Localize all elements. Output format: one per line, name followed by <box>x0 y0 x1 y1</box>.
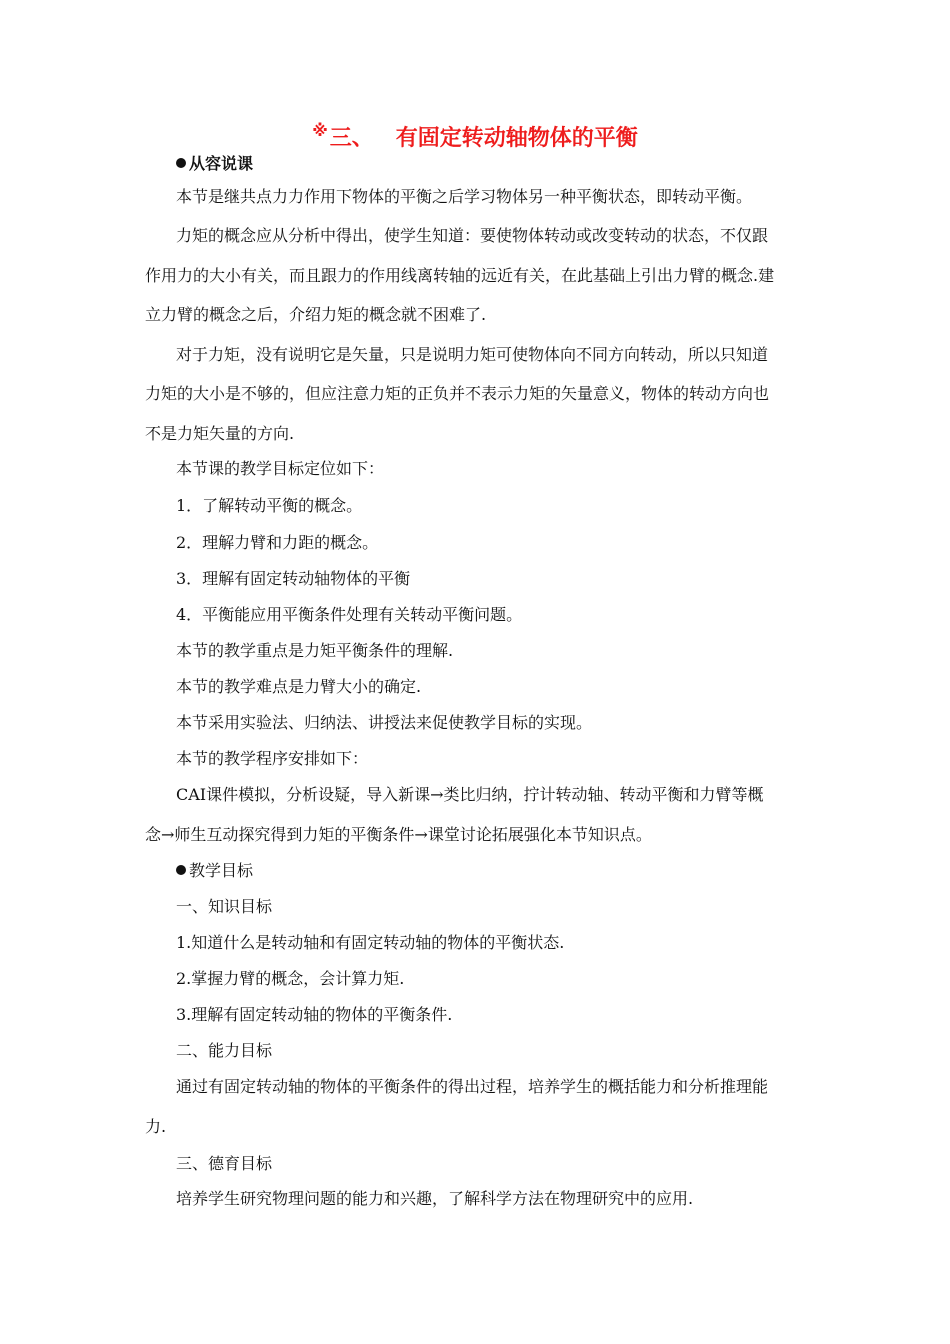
knowledge-item: 3.理解有固定转动轴的物体的平衡条件. <box>176 1005 453 1024</box>
paragraph-line: 本节的教学难点是力臂大小的确定. <box>176 677 422 696</box>
paragraph-line: 本节是继共点力力作用下物体的平衡之后学习物体另一种平衡状态，即转动平衡。 <box>176 187 753 206</box>
paragraph-line: 力. <box>145 1117 167 1136</box>
paragraph-line: 培养学生研究物理问题的能力和兴趣，了解科学方法在物理研究中的应用. <box>176 1189 694 1208</box>
reference-mark: ※ <box>312 121 328 140</box>
subheading-moral: 三、德育目标 <box>176 1154 273 1173</box>
page-title <box>0 121 950 152</box>
title-text: 有固定转动轴物体的平衡 <box>395 126 638 151</box>
paragraph-line: 作用力的大小有关，而且跟力的作用线离转轴的远近有关，在此基础上引出力臂的概念.建 <box>145 266 775 285</box>
paragraph-line: 本节的教学重点是力矩平衡条件的理解. <box>176 641 454 660</box>
title-number: 三、 <box>329 126 374 151</box>
paragraph-line: 力矩的大小是不够的，但应注意力矩的正负并不表示力矩的矢量意义，物体的转动方向也 <box>145 384 770 403</box>
bullet-icon <box>176 158 186 168</box>
paragraph-line: 本节的教学程序安排如下： <box>176 749 369 768</box>
goal-item: 4．平衡能应用平衡条件处理有关转动平衡问题。 <box>176 605 523 624</box>
paragraph-line: 立力臂的概念之后，介绍力矩的概念就不困难了. <box>145 305 487 324</box>
paragraph-line: 不是力矩矢量的方向. <box>145 424 295 443</box>
knowledge-item: 1.知道什么是转动轴和有固定转动轴的物体的平衡状态. <box>176 933 565 952</box>
subheading-knowledge: 一、知识目标 <box>176 897 273 916</box>
paragraph-line: 通过有固定转动轴的物体的平衡条件的得出过程，培养学生的概括能力和分析推理能 <box>176 1077 769 1096</box>
section-heading-shuoke: 从容说课 <box>176 154 253 174</box>
section-heading-goals: 教学目标 <box>176 861 253 881</box>
paragraph-line: 本节课的教学目标定位如下： <box>176 459 385 478</box>
paragraph-line: 力矩的概念应从分析中得出，使学生知道：要使物体转动或改变转动的状态，不仅跟 <box>176 226 769 245</box>
paragraph-line: 本节采用实验法、归纳法、讲授法来促使教学目标的实现。 <box>176 713 593 732</box>
paragraph-line: 念→师生互动探究得到力矩的平衡条件→课堂讨论拓展强化本节知识点。 <box>145 825 652 844</box>
bullet-icon <box>176 865 186 875</box>
paragraph-line: CAI课件模拟，分析设疑，导入新课→类比归纳，拧计转动轴、转动平衡和力臂等概 <box>176 785 764 804</box>
goal-item: 1．了解转动平衡的概念。 <box>176 496 363 515</box>
knowledge-item: 2.掌握力臂的概念，会计算力矩. <box>176 969 405 988</box>
goal-item: 3．理解有固定转动轴物体的平衡 <box>176 569 411 588</box>
goal-item: 2．理解力臂和力距的概念。 <box>176 533 379 552</box>
paragraph-line: 对于力矩，没有说明它是矢量，只是说明力矩可使物体向不同方向转动，所以只知道 <box>176 345 769 364</box>
subheading-ability: 二、能力目标 <box>176 1041 273 1060</box>
